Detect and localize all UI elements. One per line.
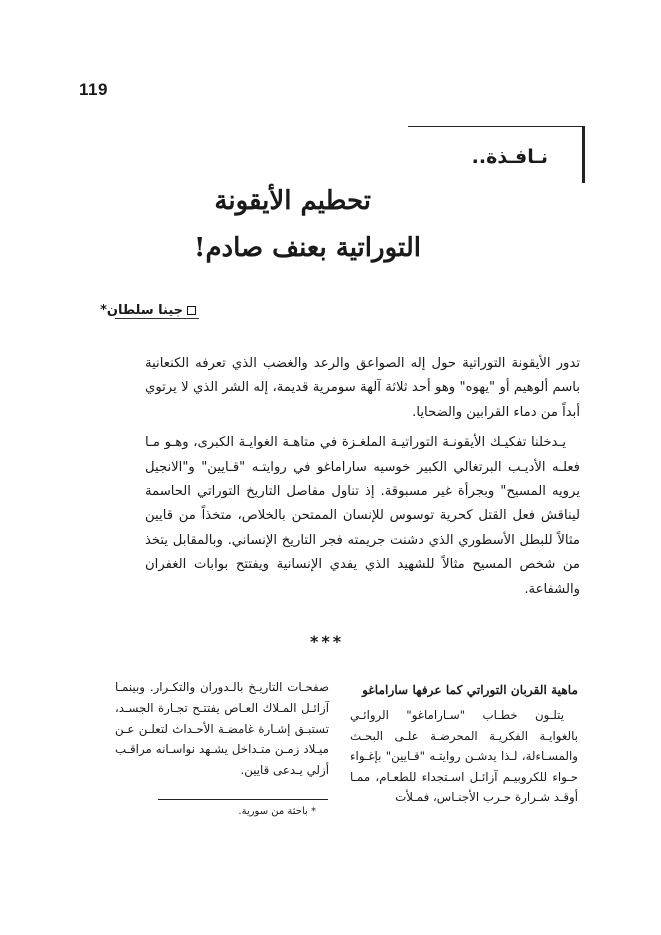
- author-byline: [100, 303, 196, 318]
- footnote-rule: [158, 799, 328, 800]
- article-body: [145, 352, 580, 602]
- subheading: ماهية القربان التوراتي كما عرفها ساراماغو: [362, 683, 578, 697]
- column-left-text: صفحـات التاريـخ بالـدوران والتكـرار. وبينمـا آزائـل المـلاك العـاص يفتتـح تجـارة الجسـد، تستبـق إشـارة غامضـة الأحـداث لتعلـن عـن ميـلاد زمـن متـداخل يشـهد نواسـانه مراقـب أزلي يـدعى قايين.: [115, 680, 329, 778]
- author-name: جينا سلطان*: [100, 303, 183, 318]
- body-paragraph-2: يـدخلنا تفكيـك الأيقونـة التوراتيـة الملغـزة في متاهـة الغوايـة الكبرى، وهـو مـا فعلـه الأديـب البرتغالي الكبير خوسيه ساراماغو في روايتـه "قـايين" و"الانجيل يرويه المسيح" وبجرأة غير مسبوقة. إذ تناول مفاصل التاريخ التوراتي الحاسمة ليناقش فعل القتل كحرية توسوس للإنسان الممتحن بالخلاص، متخذاً من قايين مثالاً للبطل الأسطوري الذي دشنت جريمته فجر التاريخ الإنساني. وبالمقابل يتخذ من شخص المسيح مثالاً للشهيد الذي يفدي الإنسانية ويفتتح بوابات الغفران والشفاعة.: [145, 435, 580, 597]
- section-separator: ***: [310, 632, 345, 651]
- footnote: * باحثة من سورية.: [238, 806, 316, 817]
- body-paragraph-1: تدور الأيقونة التوراتية حول إله الصواعق والرعد والغضب الذي تعرفه الكنعانية باسم ألوهيم أو "يهوه" وهو أحد ثلاثة آلهة سومرية قديمة، إله الشر الذي لا يرتوي أبداً من دماء القرابين والضحايا.: [145, 356, 580, 420]
- author-underline: [115, 318, 199, 319]
- page-number: 119: [79, 80, 108, 99]
- section-label: نـافـذة..: [471, 146, 548, 168]
- column-left: [115, 677, 329, 781]
- column-right: [350, 683, 578, 808]
- article-title-line-2: التوراتية بعنف صادم!: [194, 233, 421, 263]
- article-title-line-1: تحطيم الأيقونة: [214, 186, 371, 216]
- square-bullet-icon: [187, 306, 196, 315]
- column-right-text: يتلـون خطـاب "سـاراماغو" الروائـي بالغوايـة الفكريـة المحرضـة علـى البحـث والمسـاءلة، لـذا يدشـن روايتـه "قـايين" بإغـواء حـواء للكروبيـم آزائـل اسـتجداء للطعـام، ممـا أوقـد شـرارة حـرب الأجنـاس، فمـلأت: [350, 708, 578, 805]
